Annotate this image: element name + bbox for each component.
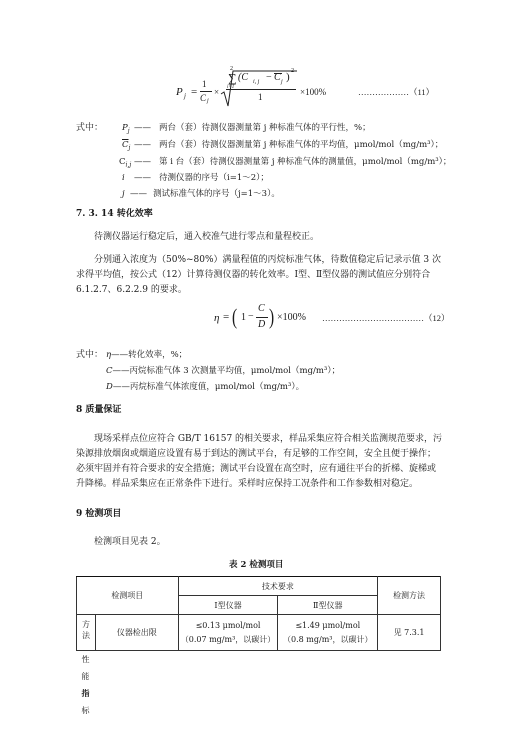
- paragraph-line: 6.1.2.7、6.2.2.9 的要求。: [76, 285, 187, 295]
- where-11-item: j: [122, 189, 125, 199]
- where-12-intro: 式中：: [76, 350, 104, 360]
- formula-11-radicand-cbar-sub: j: [281, 79, 283, 85]
- formula-11-times: ×: [214, 87, 220, 97]
- paragraph-line: 求得平均值，按公式（12）计算待测仪器的转化效率。Ⅰ型、Ⅱ型仪器的测试值应分别符合: [76, 270, 431, 280]
- formula-11-fraction-bar: [200, 91, 212, 92]
- header-type-1: Ⅰ型仪器: [178, 596, 278, 615]
- cell-category: 方 法: [77, 615, 96, 651]
- section-heading-9: 9 检测项目: [76, 509, 122, 519]
- formula-11: [0, 0, 523, 110]
- formula-11-den-c: C: [200, 93, 207, 103]
- formula-11-radicand-num: (C: [238, 72, 248, 83]
- formula-11-radicand-sq: 2: [291, 68, 294, 74]
- formula-12: η = ( 1 − C D ) ×100% ………………………………（12）: [214, 303, 450, 330]
- where-12-item: C——丙烷标准气体 3 次测量平均值，μmol/mol（mg/m³）；: [106, 366, 341, 376]
- cell-method: 见 7.3.1: [378, 615, 441, 651]
- header-method: 检测方法: [378, 577, 441, 615]
- formula-11-radicand-cbar: C: [274, 72, 281, 83]
- where-11-item: $P_j$: [122, 123, 130, 135]
- formula-11-lhs: P: [176, 86, 183, 98]
- formula-11-tail: ×100%: [300, 87, 327, 97]
- where-12-item: D——丙烷标准气体浓度值，μmol/mol（mg/m³）。: [106, 382, 305, 392]
- where-11-item: $\overline{C}_j$: [122, 140, 131, 152]
- cell-type-1: ≤0.13 μmol/mol （0.07 mg/m³，以碳计）: [178, 615, 278, 651]
- formula-11-sum-bottom: i=1: [227, 85, 235, 90]
- formula-11-radicand-den: 1: [258, 92, 263, 102]
- formula-12-fraction-bar: [256, 317, 268, 318]
- cell-item: 仪器检出限: [95, 615, 178, 651]
- paragraph-line: 染源排放烟囱或烟道应设置有易于到达的测试平台，有足够的工作空间，安全且便于操作；: [76, 449, 437, 459]
- formula-11-sum-top: 2: [230, 66, 233, 72]
- table-caption: 表 2 检测项目: [229, 560, 284, 570]
- paragraph-line: 分别通入浓度为（50%~80%）满量程值的丙烷标准气体，待数值稳定后记录示值 3 次: [94, 255, 441, 265]
- formula-11-den-sub: j: [207, 98, 209, 104]
- formula-11-radicand-close: ): [286, 71, 290, 83]
- where-11-item: i: [122, 173, 125, 183]
- section-heading-8: 8 质量保证: [76, 405, 122, 415]
- cell-type-2: ≤1.49 μmol/mol （0.8 mg/m³，以碳计）: [278, 615, 378, 651]
- formula-11-number: ………………（11）: [358, 87, 435, 97]
- where-12-item: η——转化效率，%；: [106, 350, 188, 360]
- paragraph-line: 必须牢固并有符合要求的安全措施；测试平台设置在高空时，应有通往平台的折梯、旋梯或: [76, 464, 437, 474]
- category-overflow: 性 能 指 标: [81, 655, 90, 715]
- detection-items-table: [76, 576, 441, 651]
- where-11-item: $C_{i,j}$: [119, 157, 132, 169]
- formula-11-sum-sign: ∑: [228, 71, 237, 85]
- formula-11-lhs-sub: j: [184, 92, 186, 100]
- header-tech-requirements: 技术要求: [178, 577, 378, 596]
- section-heading-7-3-14: 7. 3. 14 转化效率: [76, 209, 153, 219]
- header-type-2: Ⅱ型仪器: [278, 596, 378, 615]
- paragraph-line: 现场采样点位应符合 GB/T 16157 的相关要求，样品采集应符合相关监测规范要求，污: [94, 434, 443, 444]
- where-11-intro: 式中：: [76, 123, 104, 133]
- paragraph-line: 升降梯。样品采集应在正常条件下进行。采样时应保持工况条件和工作参数相对稳定。: [76, 479, 419, 489]
- formula-11-one: 1: [202, 79, 207, 89]
- paragraph: 检测项目见表 2。: [94, 537, 166, 547]
- table-row: [77, 615, 441, 651]
- formula-11-radicand-bar: [226, 89, 296, 90]
- formula-11-radicand-sub: i, j: [253, 79, 260, 85]
- formula-11-equals: =: [191, 86, 198, 98]
- header-item: 检测项目: [77, 577, 179, 615]
- formula-11-radicand-minus: −: [266, 72, 272, 83]
- paragraph: 待测仪器运行稳定后，通入校准气进行零点和量程校正。: [94, 232, 320, 242]
